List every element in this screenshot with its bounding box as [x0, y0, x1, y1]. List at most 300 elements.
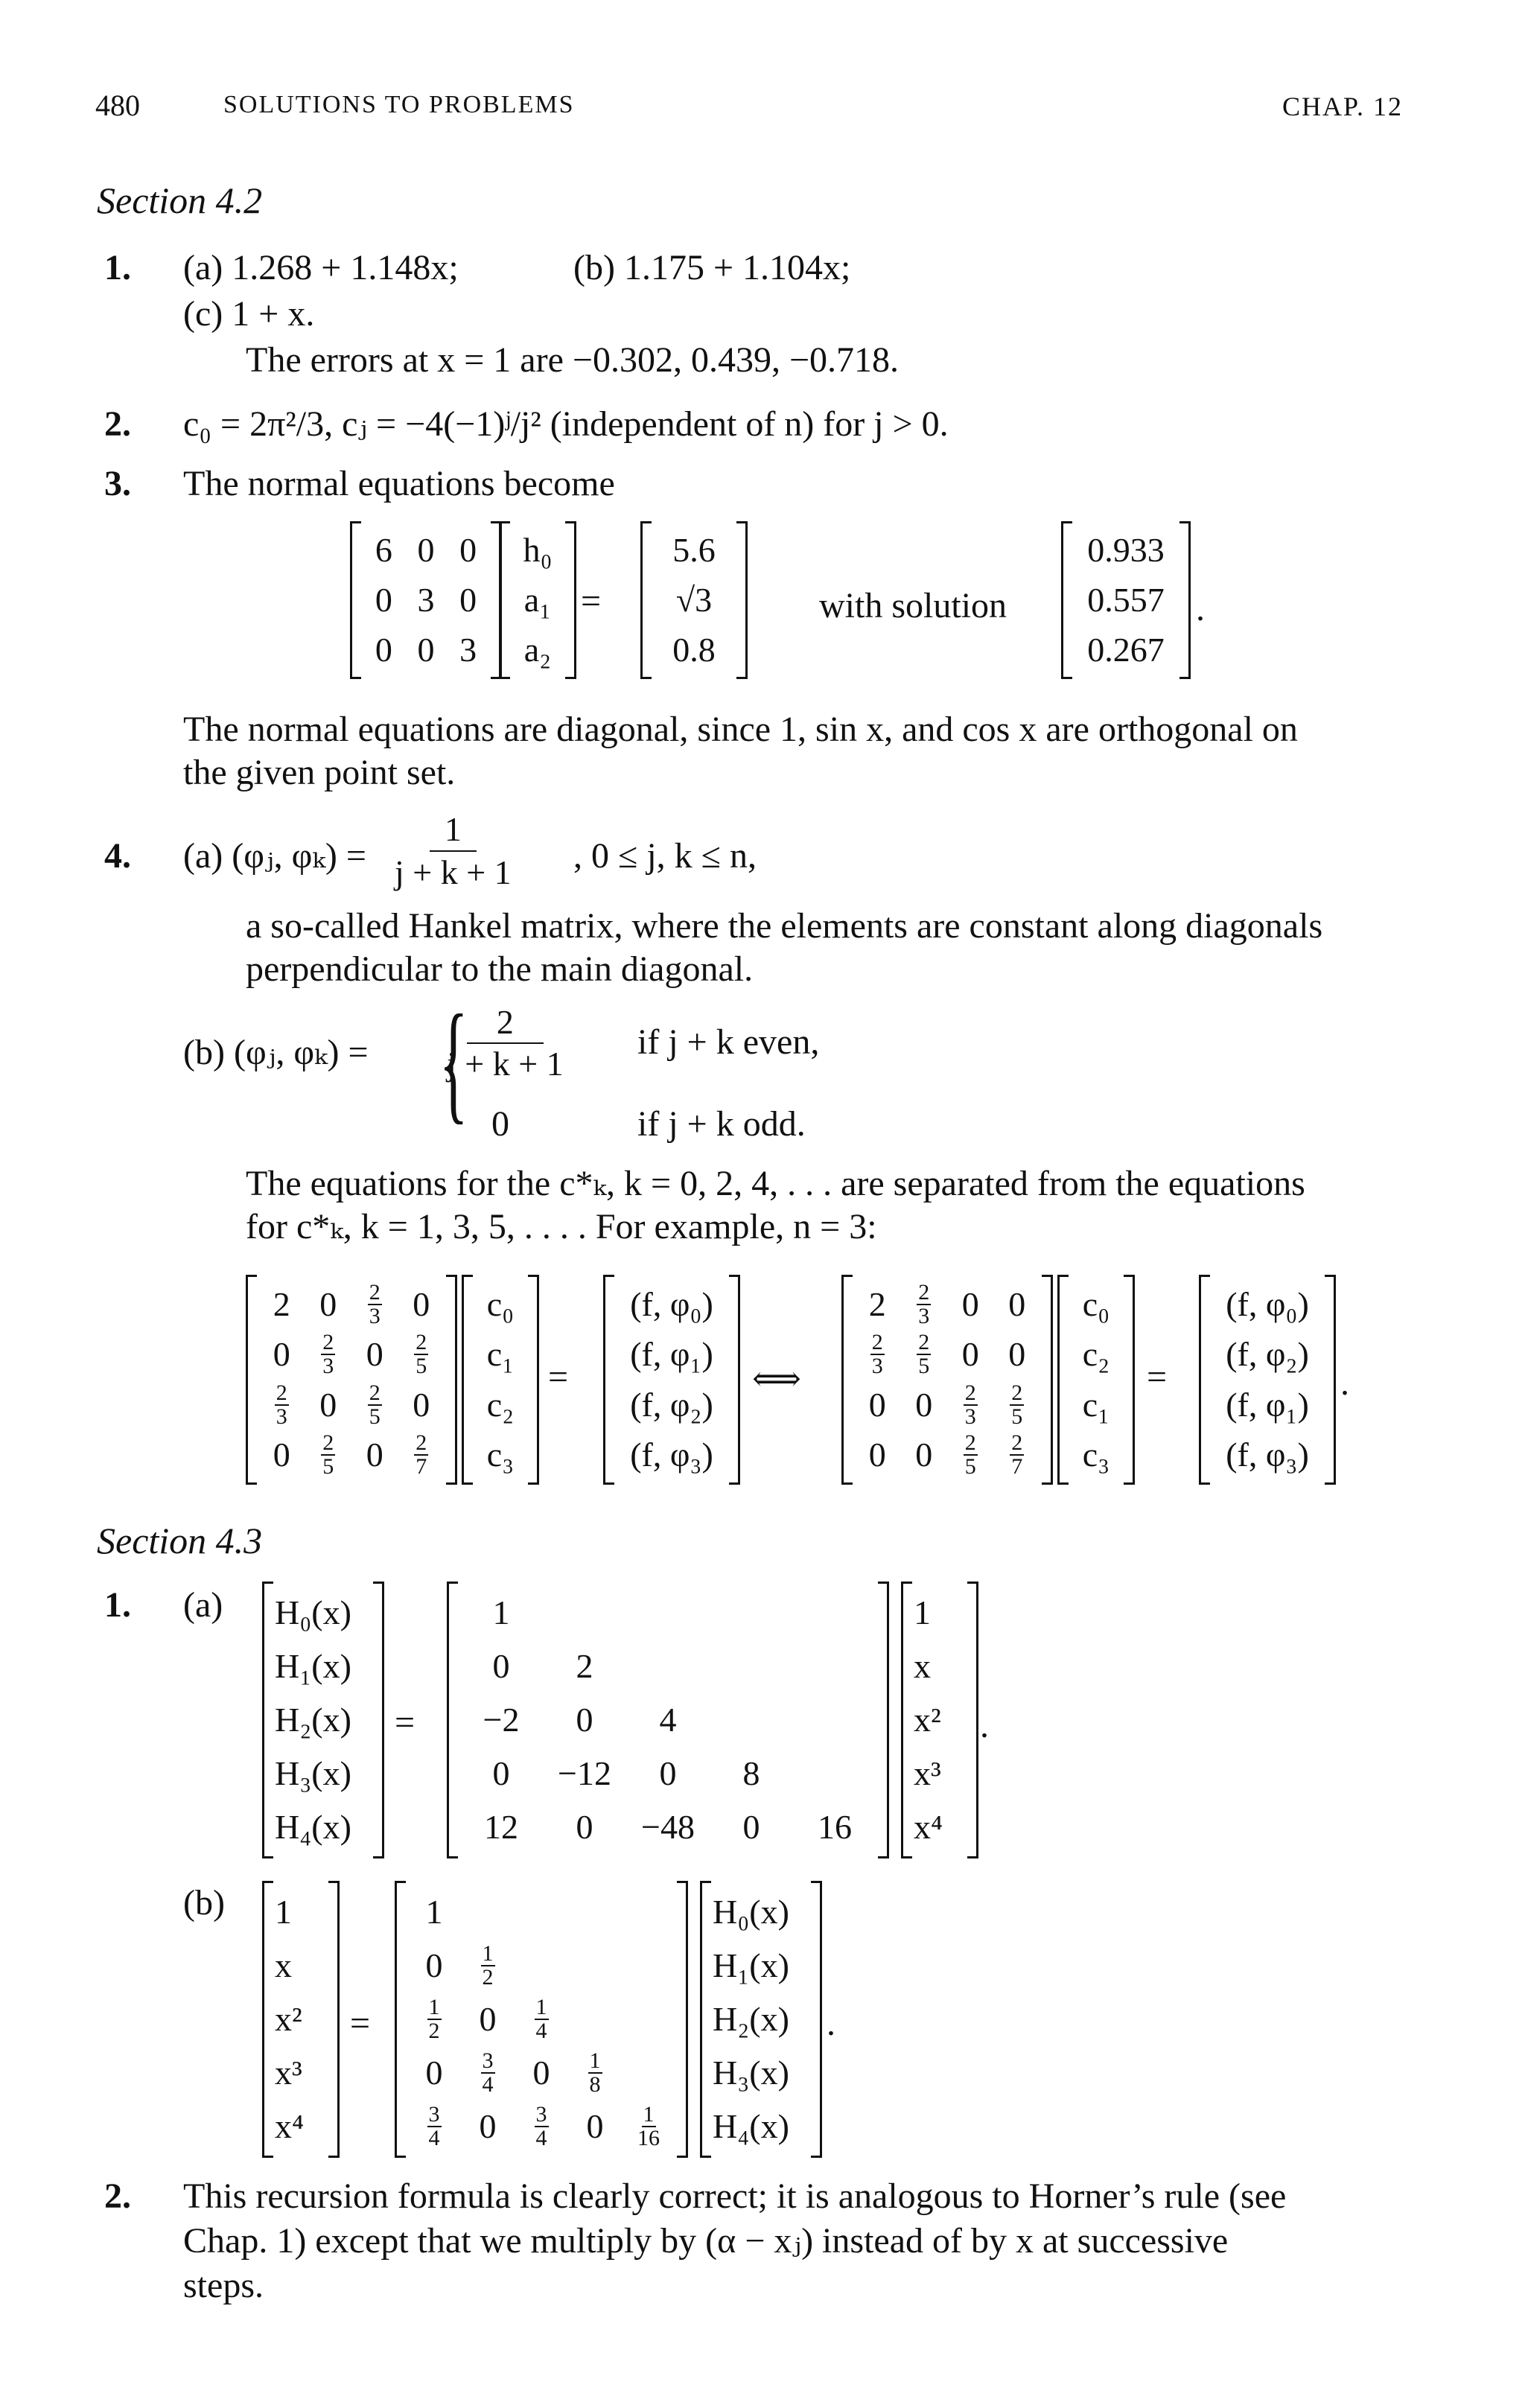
fraction [321, 1432, 335, 1478]
fraction [964, 1382, 978, 1428]
matrix-entry: 0 [915, 1436, 933, 1474]
bracket-corner [702, 1881, 711, 1883]
matrix-entry [568, 1939, 622, 1993]
bracket-corner [677, 2156, 686, 2158]
fraction-denominator: 3 [276, 1404, 287, 1429]
answer-text: The equations for the c*ₖ, k = 0, 2, 4, . . . are separated from the equations [246, 1164, 1305, 1203]
bracket-corner [878, 1582, 887, 1584]
fraction-numerator: 2 [322, 1430, 334, 1456]
equals-sign: = [1147, 1357, 1168, 1397]
answer-text: (b) (φⱼ, φₖ) = [183, 1033, 369, 1072]
matrix-entry [947, 1430, 994, 1481]
matrix-entry: H₄(x) [713, 2107, 789, 2145]
fraction-numerator: 2 [416, 1430, 427, 1456]
period: . [827, 2004, 835, 2043]
matrix-entry: 0 [576, 1701, 593, 1739]
matrix-entry: 0.267 [1087, 630, 1165, 669]
fraction-numerator: 3 [428, 2102, 440, 2127]
fraction [414, 1331, 428, 1377]
matrix-entry [626, 1586, 710, 1640]
matrix-entry: H₂(x) [713, 2000, 789, 2038]
fraction-numerator: 2 [276, 1380, 287, 1405]
fraction-denominator: 4 [535, 2019, 547, 2043]
matrix-entry: 0 [459, 531, 477, 570]
matrix-entry: c₃ [486, 1436, 515, 1474]
matrix-entry [854, 1330, 901, 1380]
answer-text: if j + k even, [637, 1022, 820, 1062]
bracket-corner [1201, 1275, 1210, 1277]
matrix-entry: 0 [868, 1436, 886, 1474]
coefficient-matrix [350, 521, 502, 679]
period: . [980, 1706, 989, 1745]
rhs-vector [640, 521, 748, 679]
matrix-entry: h₀ [523, 531, 553, 570]
fraction-denominator: 5 [416, 1354, 427, 1379]
matrix-entry: x [275, 1946, 292, 1984]
equals-sign: = [350, 2004, 371, 2043]
equivalence-arrow: ⟺ [752, 1360, 801, 1398]
fraction-denominator: 3 [918, 1303, 930, 1328]
matrix-entry: H₁(x) [275, 1647, 351, 1685]
bracket-corner [1179, 677, 1188, 679]
matrix-entry: 5.6 [672, 531, 716, 570]
matrix-entry: (f, φ₀) [1226, 1284, 1309, 1323]
matrix-entry: 0.557 [1087, 580, 1165, 619]
fraction-denominator: 4 [535, 2126, 547, 2150]
fraction-denominator: 4 [482, 2072, 494, 2097]
matrix-entry [543, 1586, 626, 1640]
bracket-corner [1063, 521, 1072, 523]
fraction-denominator: 5 [369, 1404, 381, 1429]
bracket-corner [565, 521, 574, 523]
fraction-numerator: 2 [964, 1380, 976, 1405]
bracket-corner [729, 1482, 738, 1485]
matrix-entry [793, 1586, 876, 1640]
fraction-denominator: j + k + 1 [447, 1045, 564, 1083]
bracket-corner [328, 2156, 337, 2158]
matrix-entry [515, 1993, 568, 2046]
problem-number: 2. [104, 2176, 131, 2216]
answer-text: The normal equations become [183, 464, 615, 503]
rhs-vector [603, 1275, 740, 1485]
fraction-numerator: 2 [964, 1430, 976, 1456]
matrix-entry: 1 [425, 1893, 443, 1931]
bracket-corner [528, 1275, 537, 1277]
matrix-entry: 0 [1008, 1335, 1026, 1374]
fraction [535, 1996, 549, 2042]
bracket-corner [449, 1856, 458, 1858]
matrix-entry: 0 [413, 1284, 430, 1323]
matrix-entry [994, 1380, 1041, 1430]
matrix-entry [622, 2100, 675, 2153]
fraction [481, 1943, 495, 1989]
fraction-numerator: 1 [535, 1995, 547, 2019]
fraction-denominator: 3 [369, 1303, 381, 1328]
bracket-corner [264, 2156, 273, 2158]
fraction [917, 1281, 931, 1328]
bracket-corner [878, 1856, 887, 1858]
matrix-entry: (f, φ₃) [1226, 1436, 1309, 1474]
power-vector [901, 1582, 978, 1858]
matrix-entry: x⁴ [914, 1808, 943, 1846]
fraction [368, 1382, 382, 1428]
fraction-numerator: 1 [428, 1995, 440, 2019]
solution-vector [1061, 521, 1191, 679]
matrix-entry [622, 1939, 675, 1993]
matrix-entry: (f, φ₀) [630, 1284, 713, 1323]
matrix-entry: 6 [375, 531, 392, 570]
matrix-entry: x² [275, 2000, 302, 2038]
unknown-vector [1057, 1275, 1135, 1485]
answer-text: the given point set. [183, 753, 456, 792]
fraction-denominator: 5 [1011, 1404, 1023, 1429]
bracket-corner [643, 521, 652, 523]
matrix-entry: c₂ [486, 1385, 515, 1424]
answer-text: if j + k odd. [637, 1104, 806, 1144]
bracket-corner [352, 677, 361, 679]
matrix-entry [622, 1885, 675, 1939]
bracket-corner [328, 1881, 337, 1883]
problem-number: 4. [104, 836, 131, 876]
matrix-entry: H₁(x) [713, 1946, 789, 1984]
bracket-corner [373, 1856, 382, 1858]
matrix-entry [461, 2046, 515, 2100]
answer-text: (a) [183, 1585, 223, 1625]
matrix-entry: 0 [742, 1808, 760, 1846]
answer-text: , 0 ≤ j, k ≤ n, [573, 836, 757, 876]
matrix-entry: (f, φ₃) [630, 1436, 713, 1474]
bracket-corner [702, 2156, 711, 2158]
equals-sign: = [395, 1703, 416, 1742]
answer-text: 0 [491, 1104, 509, 1144]
answer-text: The errors at x = 1 are −0.302, 0.439, −0.718. [246, 340, 900, 380]
matrix-entry: 2 [576, 1647, 593, 1685]
bracket-corner [449, 1582, 458, 1584]
matrix-entry: 3 [417, 580, 435, 619]
matrix-entry: 0 [273, 1436, 290, 1474]
matrix-entry: H₃(x) [713, 2054, 789, 2092]
matrix-entry [622, 2046, 675, 2100]
matrix-entry: c₁ [1082, 1385, 1110, 1424]
matrix-entry: 0 [366, 1436, 383, 1474]
matrix-entry [710, 1693, 793, 1747]
unknown-vector [462, 1275, 539, 1485]
matrix-entry [710, 1586, 793, 1640]
chapter-label: CHAP. 12 [1282, 92, 1404, 121]
matrix-entry [568, 2046, 622, 2100]
matrix-entry [305, 1430, 352, 1481]
fraction [588, 2050, 602, 2096]
bracket-corner [844, 1275, 853, 1277]
matrix-entry: 16 [818, 1808, 852, 1846]
page-number: 480 [95, 89, 140, 122]
coefficient-matrix [246, 1275, 457, 1485]
matrix-entry [626, 1640, 710, 1693]
matrix-entry: 0 [532, 2054, 550, 2092]
matrix-entry: c₁ [486, 1335, 515, 1374]
fraction-denominator: 7 [1011, 1454, 1023, 1479]
matrix-entry: c₀ [1082, 1284, 1110, 1323]
fraction [368, 1281, 382, 1328]
matrix-entry [901, 1330, 948, 1380]
matrix-entry: c₃ [1082, 1436, 1110, 1474]
bracket-corner [446, 1275, 455, 1277]
answer-text: Chap. 1) except that we multiply by (α − xⱼ) instead of by x at successive [183, 2221, 1229, 2261]
matrix-entry: 0 [1008, 1284, 1026, 1323]
matrix-entry [461, 1885, 515, 1939]
bracket-corner [264, 1881, 273, 1883]
matrix-entry: H₀(x) [275, 1593, 351, 1631]
matrix-entry: H₃(x) [275, 1754, 351, 1792]
bracket-corner [1325, 1482, 1334, 1485]
rhs-vector [1199, 1275, 1336, 1485]
problem-number: 1. [104, 1585, 131, 1625]
matrix-entry: 0 [915, 1385, 933, 1424]
running-title: SOLUTIONS TO PROBLEMS [223, 91, 575, 118]
fraction [917, 1331, 931, 1377]
brace: { [439, 987, 468, 1135]
fraction [481, 2050, 495, 2096]
fraction [535, 2103, 549, 2150]
answer-text: c₀ = 2π²/3, cⱼ = −4(−1)ʲ/j² (independent of n) for j > 0. [183, 404, 949, 444]
bracket-corner [1325, 1275, 1334, 1277]
bracket-corner [605, 1482, 614, 1485]
matrix-entry: 0 [273, 1335, 290, 1374]
matrix-entry [258, 1380, 305, 1430]
fraction-denominator: 3 [964, 1404, 976, 1429]
matrix-entry: −12 [558, 1754, 611, 1792]
fraction-denominator: 5 [964, 1454, 976, 1479]
matrix-entry: x⁴ [275, 2107, 305, 2145]
matrix-entry: 1 [275, 1893, 292, 1931]
fraction-numerator: 2 [871, 1330, 883, 1355]
bracket-corner [352, 521, 361, 523]
matrix-entry: 0.933 [1087, 531, 1165, 570]
bracket-corner [1042, 1482, 1051, 1485]
fraction-numerator: 2 [416, 1330, 427, 1355]
fraction-denominator: 2 [428, 2019, 440, 2043]
bracket-corner [446, 1482, 455, 1485]
matrix-entry: 0 [492, 1647, 510, 1685]
matrix-entry: 8 [742, 1754, 760, 1792]
bracket-corner [967, 1582, 976, 1584]
hermite-vector [262, 1582, 384, 1858]
matrix-entry: 0 [413, 1385, 430, 1424]
bracket-corner [1060, 1482, 1069, 1485]
fraction-numerator: 2 [322, 1330, 334, 1355]
bracket-corner [1060, 1275, 1069, 1277]
matrix-entry [515, 2100, 568, 2153]
fraction-numerator: 1 [430, 809, 477, 852]
fraction [870, 1331, 885, 1377]
matrix-entry: H₄(x) [275, 1808, 351, 1846]
answer-text: (b) [183, 1883, 225, 1923]
matrix-entry: 1 [914, 1593, 931, 1631]
coefficient-matrix [395, 1881, 688, 2158]
bracket-corner [464, 1275, 473, 1277]
matrix-entry [568, 1993, 622, 2046]
bracket-corner [397, 1881, 406, 1883]
fraction-denominator: 5 [918, 1354, 930, 1379]
bracket-corner [643, 677, 652, 679]
fraction [427, 1996, 442, 2042]
fraction [1010, 1432, 1024, 1478]
bracket-corner [677, 1881, 686, 1883]
matrix-entry: 0 [586, 2107, 604, 2145]
fraction [964, 1432, 978, 1478]
fraction-numerator: 2 [369, 1279, 381, 1305]
matrix-entry: a₁ [523, 580, 552, 619]
matrix-entry: −2 [483, 1701, 520, 1739]
section-heading: Section 4.3 [97, 1520, 263, 1561]
hermite-vector [700, 1881, 822, 2158]
fraction-numerator: 3 [482, 2048, 494, 2073]
matrix-entry [994, 1430, 1041, 1481]
fraction-numerator: 2 [918, 1279, 930, 1305]
matrix-entry [398, 1330, 445, 1380]
fraction-denominator: 3 [322, 1354, 334, 1379]
matrix-entry: 0 [366, 1335, 383, 1374]
matrix-entry: 0 [576, 1808, 593, 1846]
matrix-entry [398, 1430, 445, 1481]
fraction [427, 2103, 442, 2150]
bracket-corner [967, 1856, 976, 1858]
coefficient-matrix [841, 1275, 1053, 1485]
matrix-entry: H₀(x) [713, 1893, 789, 1931]
answer-text: a so-called Hankel matrix, where the elements are constant along diagonals [246, 906, 1323, 946]
matrix-entry [515, 1939, 568, 1993]
fraction-numerator: 3 [535, 2102, 547, 2127]
matrix-entry: 0 [375, 580, 392, 619]
matrix-entry: 4 [659, 1701, 677, 1739]
matrix-entry [947, 1380, 994, 1430]
matrix-entry [351, 1380, 398, 1430]
bracket-corner [501, 521, 510, 523]
matrix-entry: 0 [961, 1284, 979, 1323]
fraction [447, 1002, 564, 1084]
fraction [275, 1382, 289, 1428]
fraction-denominator: 16 [637, 2126, 660, 2150]
matrix-entry [351, 1279, 398, 1330]
matrix-entry: 0.8 [672, 630, 716, 669]
fraction [1010, 1382, 1024, 1428]
bracket-corner [1201, 1482, 1210, 1485]
bracket-corner [903, 1582, 912, 1584]
matrix-entry: 0 [659, 1754, 677, 1792]
answer-text: This recursion formula is clearly correct; it is analogous to Horner’s rule (see [183, 2176, 1287, 2216]
answer-text: (c) 1 + x. [183, 294, 315, 334]
bracket-corner [1124, 1275, 1133, 1277]
matrix-entry: (f, φ₁) [630, 1335, 713, 1374]
matrix-entry: c₀ [486, 1284, 515, 1323]
fraction-denominator: 8 [589, 2072, 601, 2097]
section-heading: Section 4.2 [97, 179, 263, 221]
answer-text: (a) 1.268 + 1.148x; [183, 248, 459, 287]
matrix-entry [901, 1279, 948, 1330]
bracket-corner [811, 2156, 820, 2158]
fraction [637, 2103, 660, 2150]
equals-sign: = [548, 1357, 569, 1397]
matrix-entry: (f, φ₁) [1226, 1385, 1309, 1424]
bracket-corner [501, 677, 510, 679]
answer-text: (b) 1.175 + 1.104x; [573, 248, 851, 287]
matrix-entry: 3 [459, 630, 477, 669]
answer-text: (a) (φⱼ, φₖ) = [183, 836, 366, 876]
fraction-numerator: 1 [482, 1941, 494, 1966]
matrix-entry [461, 1939, 515, 1993]
bracket-corner [397, 2156, 406, 2158]
bracket-corner [264, 1582, 273, 1584]
bracket-corner [1042, 1275, 1051, 1277]
answer-text: for c*ₖ, k = 1, 3, 5, . . . . For example, n = 3: [246, 1207, 877, 1246]
matrix-entry: 0 [417, 630, 435, 669]
matrix-entry [793, 1640, 876, 1693]
fraction [321, 1331, 335, 1377]
bracket-corner [248, 1482, 257, 1485]
matrix-entry: x² [914, 1701, 941, 1739]
fraction-numerator: 2 [1011, 1430, 1023, 1456]
bracket-corner [811, 1881, 820, 1883]
bracket-corner [1179, 521, 1188, 523]
bracket-corner [528, 1482, 537, 1485]
bracket-corner [903, 1856, 912, 1858]
matrix-entry: 0 [319, 1385, 337, 1424]
bracket-corner [264, 1856, 273, 1858]
matrix-entry [710, 1640, 793, 1693]
matrix-entry: 0 [961, 1335, 979, 1374]
fraction-numerator: 2 [467, 1002, 544, 1044]
matrix-entry: 2 [868, 1284, 886, 1323]
matrix-entry: 0 [425, 1946, 443, 1984]
answer-text: steps. [183, 2266, 264, 2305]
bracket-corner [729, 1275, 738, 1277]
matrix-entry: 0 [492, 1754, 510, 1792]
matrix-entry [793, 1747, 876, 1800]
fraction-numerator: 1 [589, 2048, 601, 2073]
fraction-denominator: 5 [322, 1454, 334, 1479]
matrix-entry: 0 [417, 531, 435, 570]
period: . [1196, 589, 1205, 628]
bracket-corner [605, 1275, 614, 1277]
bracket-corner [736, 521, 745, 523]
matrix-entry: 0 [375, 630, 392, 669]
answer-text: with solution [819, 586, 1007, 625]
matrix-entry [793, 1693, 876, 1747]
fraction-denominator: 7 [416, 1454, 427, 1479]
answer-text: The normal equations are diagonal, since 1, sin x, and cos x are orthogonal on [183, 710, 1298, 749]
bracket-corner [844, 1482, 853, 1485]
matrix-entry: c₂ [1082, 1335, 1110, 1374]
fraction-numerator: 2 [1011, 1380, 1023, 1405]
matrix-entry: 2 [273, 1284, 290, 1323]
fraction [414, 1432, 428, 1478]
bracket-corner [248, 1275, 257, 1277]
problem-number: 1. [104, 248, 131, 287]
bracket-corner [373, 1582, 382, 1584]
fraction [395, 809, 512, 894]
fraction-numerator: 1 [643, 2102, 655, 2127]
fraction-denominator: 4 [428, 2126, 440, 2150]
fraction-denominator: j + k + 1 [395, 853, 512, 891]
matrix-entry: 0 [319, 1284, 337, 1323]
matrix-entry [407, 2100, 461, 2153]
matrix-entry: 0 [425, 2054, 443, 2092]
matrix-entry: 0 [479, 2000, 497, 2038]
matrix-entry [568, 1885, 622, 1939]
equals-sign: = [581, 582, 602, 621]
matrix-entry [515, 1885, 568, 1939]
bracket-corner [736, 677, 745, 679]
